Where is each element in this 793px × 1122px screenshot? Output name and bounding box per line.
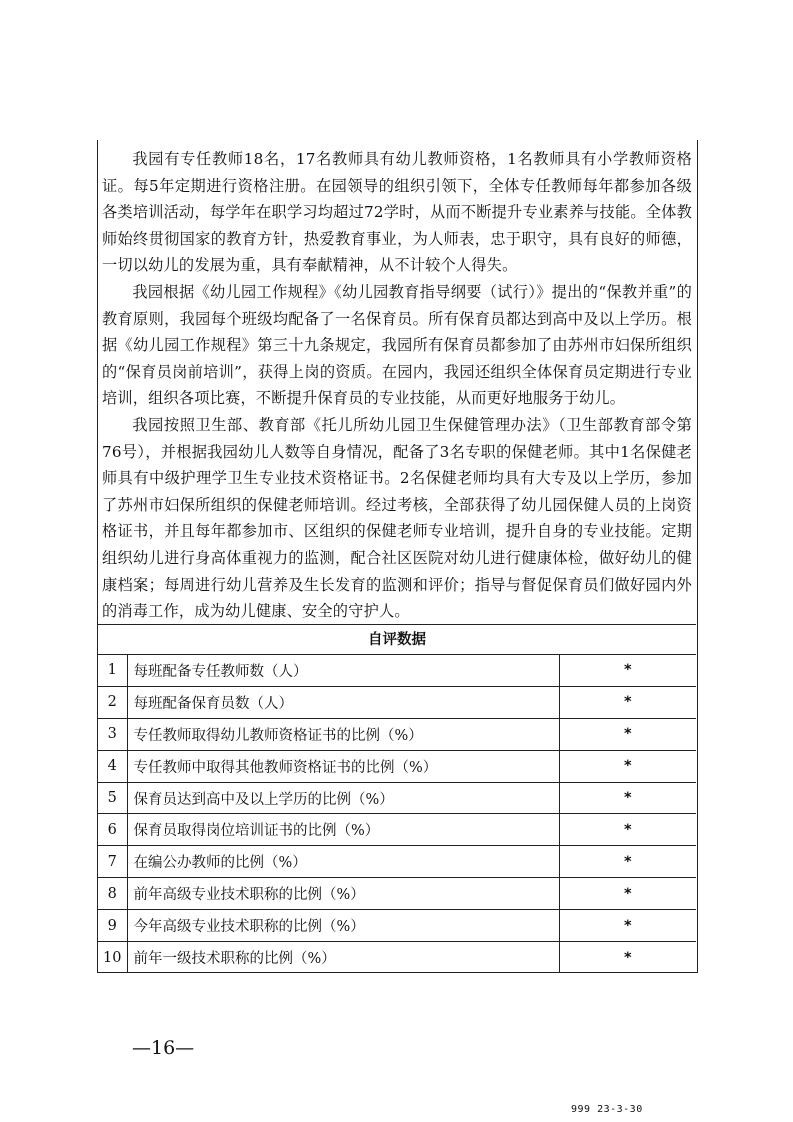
table-row: [98, 878, 696, 910]
row-number: 2: [98, 686, 127, 718]
row-number: 9: [98, 910, 127, 942]
table-title: 自评数据: [98, 624, 696, 654]
row-number: 6: [98, 814, 127, 846]
table-row: [98, 655, 696, 687]
table-row: [98, 910, 696, 942]
page-number: —16—: [132, 1037, 195, 1059]
row-label: 在编公办教师的比例（%）: [127, 846, 559, 878]
row-value: *: [559, 814, 696, 846]
table-row: [98, 782, 696, 814]
row-number: 8: [98, 878, 127, 910]
row-value: *: [559, 942, 696, 974]
row-label: 保育员取得岗位培训证书的比例（%）: [127, 814, 559, 846]
table-row: [98, 686, 696, 718]
row-label: 今年高级专业技术职称的比例（%）: [127, 910, 559, 942]
row-value: *: [559, 910, 696, 942]
paragraph-health-staff: 我园按照卫生部、教育部《托儿所幼儿园卫生保健管理办法》（卫生部教育部令第76号），并根据我园幼儿人数等自身情况，配备了3名专职的保健老师。其中1名保健老师具有中级护理学卫生专业技术资格证书。2名保健老师均具有大专及以上学历，参加了苏州市妇保所组织的保健老师培训。经过考核，全部获得了幼儿园保健人员的上岗资格证书，并且每年都参加市、区组织的保健老师专业培训，提升自身的专业技能。定期组织幼儿进行身高体重视力的监测，配合社区医院对幼儿进行健康体检，做好幼儿的健康档案；每周进行幼儿营养及生长发育的监测和评价；指导与督促保育员们做好园内外的消毒工作，成为幼儿健康、安全的守护人。: [102, 415, 692, 621]
row-number: 10: [98, 942, 127, 974]
row-value: *: [559, 718, 696, 750]
row-number: 5: [98, 782, 127, 814]
table-row: [98, 718, 696, 750]
row-label: 专任教师中取得其他教师资格证书的比例（%）: [127, 750, 559, 782]
row-label: 保育员达到高中及以上学历的比例（%）: [127, 782, 559, 814]
row-label: 每班配备保育员数（人）: [127, 686, 559, 718]
row-label: 每班配备专任教师数（人）: [127, 655, 559, 687]
row-value: *: [559, 846, 696, 878]
row-number: 3: [98, 718, 127, 750]
table-row: [98, 942, 696, 974]
row-value: *: [559, 782, 696, 814]
row-number: 1: [98, 655, 127, 687]
table-row: [98, 750, 696, 782]
row-label: 前年一级技术职称的比例（%）: [127, 942, 559, 974]
print-stamp: 999 23-3-30: [571, 1104, 643, 1115]
paragraph-caregivers: 我园根据《幼儿园工作规程》《幼儿园教育指导纲要（试行）》提出的“保教并重”的教育原则，我园每个班级均配备了一名保育员。所有保育员都达到高中及以上学历。根据《幼儿园工作规程》第三十九条规定，我园所有保育员都参加了由苏州市妇保所组织的“保育员岗前培训”，获得上岗的资质。在园内，我园还组织全体保育员定期进行专业培训，组织各项比赛，不断提升保育员的专业技能，从而更好地服务于幼儿。: [102, 282, 692, 408]
row-label: 专任教师取得幼儿教师资格证书的比例（%）: [127, 718, 559, 750]
row-value: *: [559, 655, 696, 687]
paragraph-teachers: 我园有专任教师18名，17名教师具有幼儿教师资格，1名教师具有小学教师资格证。每5年定期进行资格注册。在园领导的组织引领下，全体专任教师每年都参加各级各类培训活动，每学年在职学习均超过72学时，从而不断提升专业素养与技能。全体教师始终贯彻国家的教育方针，热爱教育事业，为人师表，忠于职守，具有良好的师德，一切以幼儿的发展为重，具有奉献精神，从不计较个人得失。: [102, 150, 692, 275]
body-text: [98, 140, 696, 624]
row-value: *: [559, 686, 696, 718]
row-number: 4: [98, 750, 127, 782]
row-value: *: [559, 750, 696, 782]
row-value: *: [559, 878, 696, 910]
table-row: [98, 814, 696, 846]
document-frame: [97, 140, 698, 973]
table-row: [98, 846, 696, 878]
row-label: 前年高级专业技术职称的比例（%）: [127, 878, 559, 910]
self-evaluation-table: [98, 654, 696, 973]
row-number: 7: [98, 846, 127, 878]
